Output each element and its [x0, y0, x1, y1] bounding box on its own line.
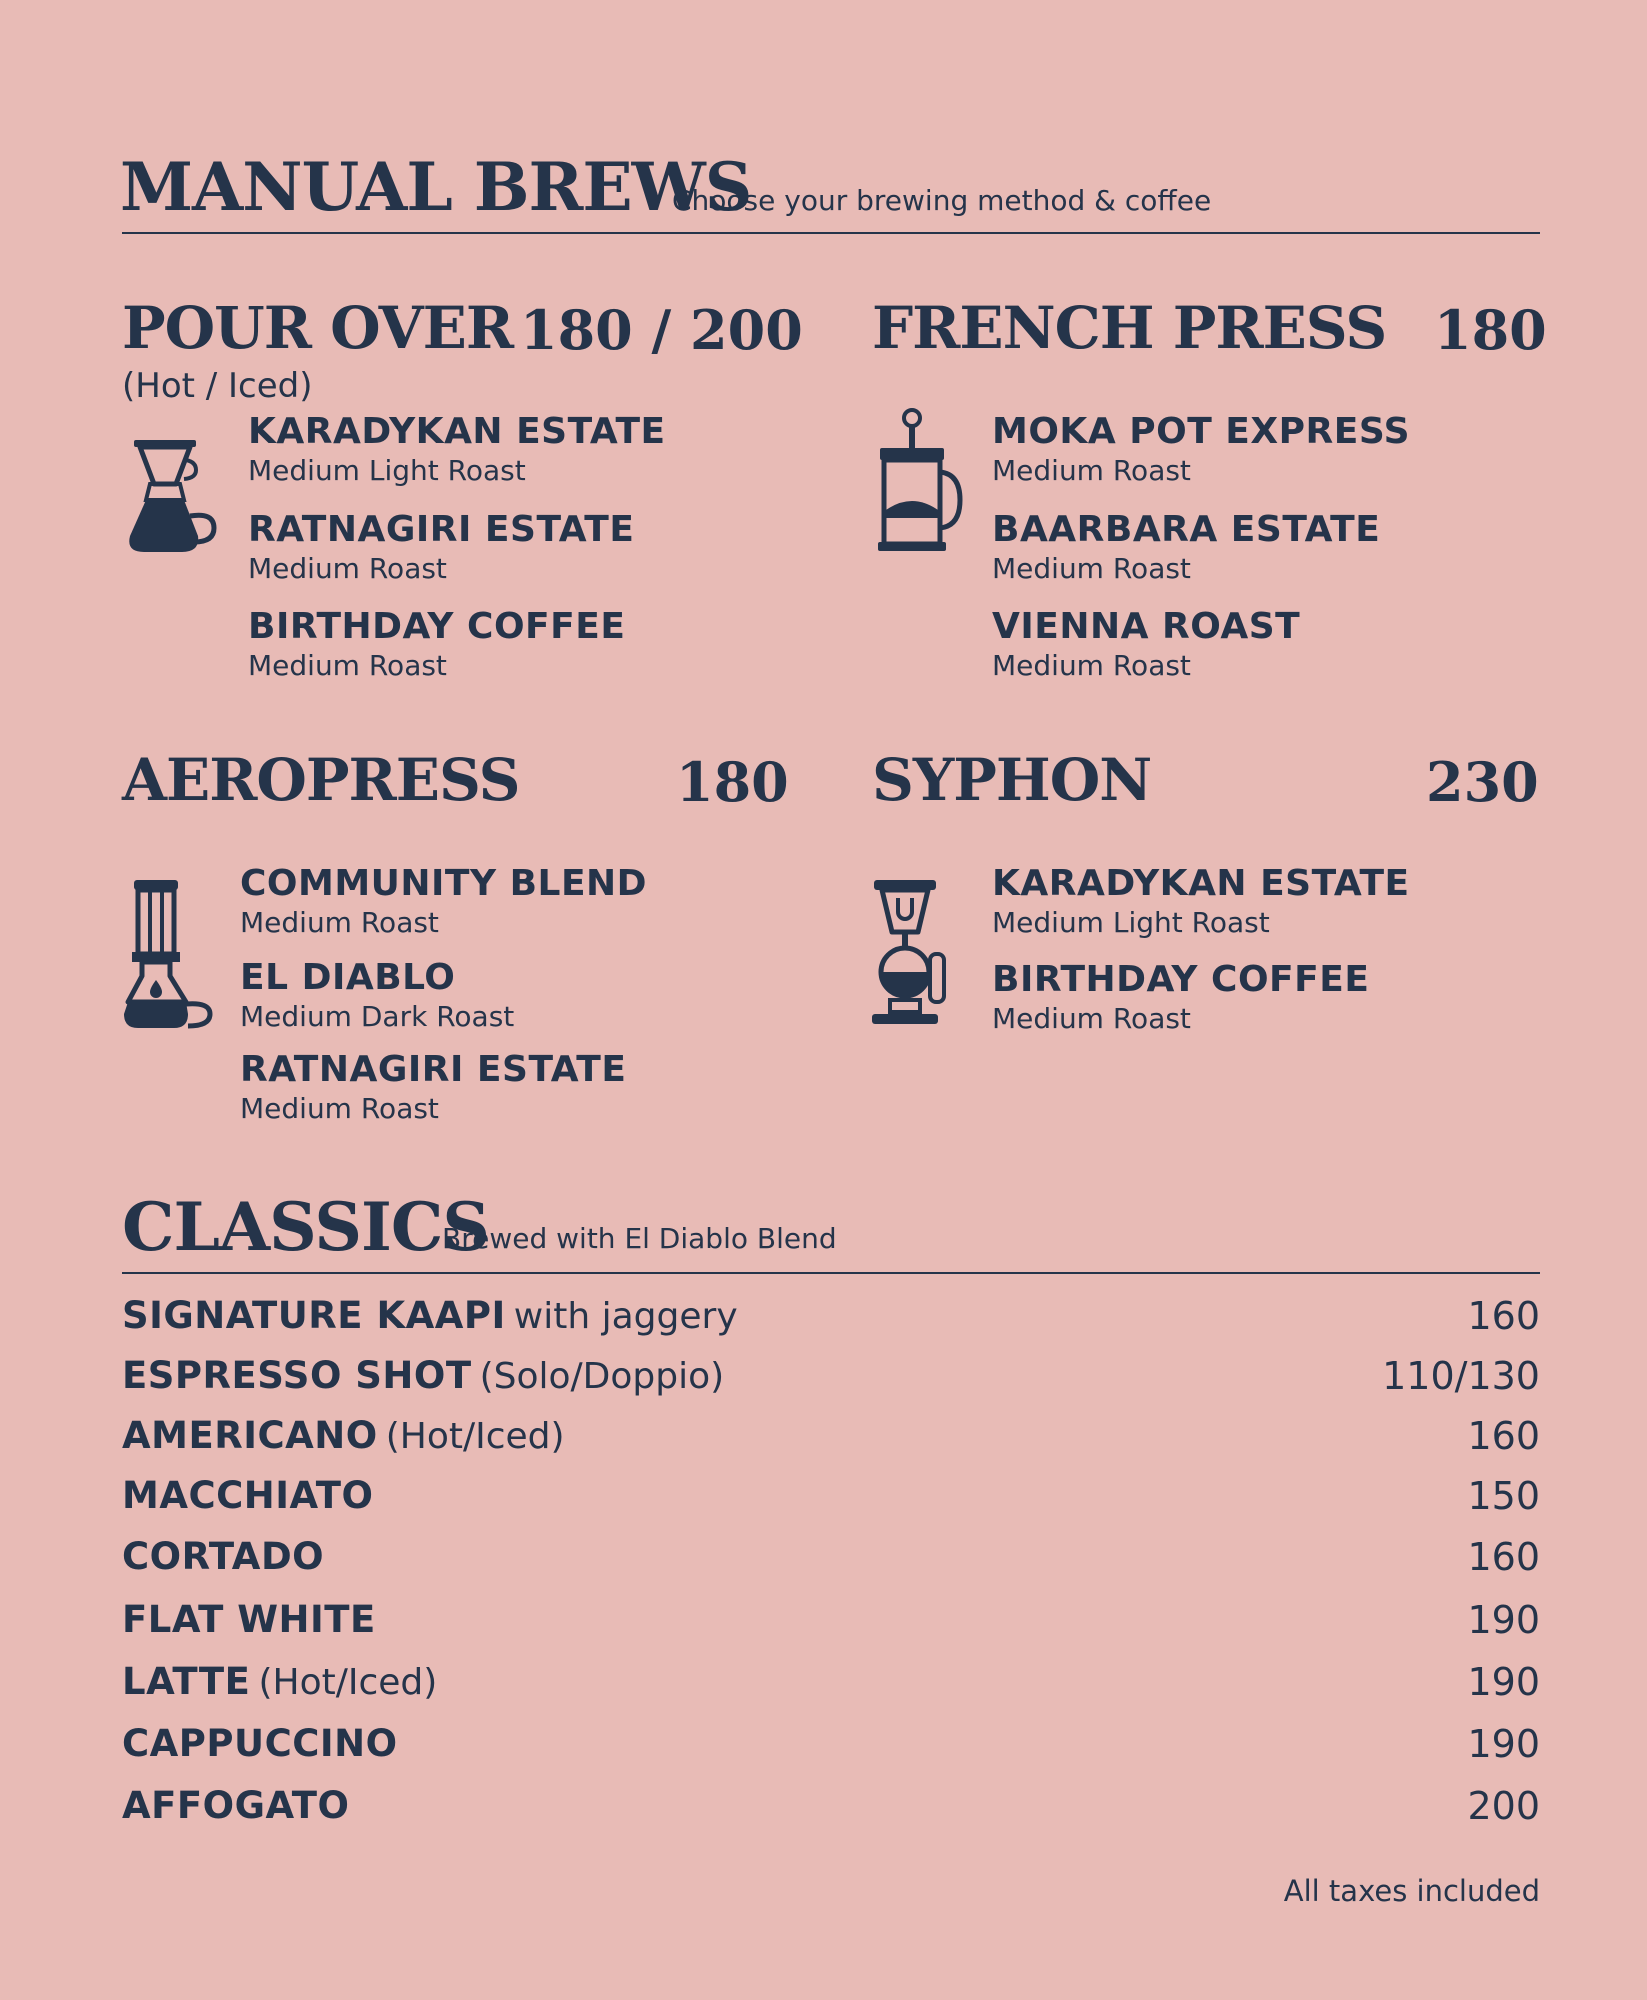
- pour-over-item: [248, 605, 625, 683]
- coffee-name: RATNAGIRI ESTATE: [248, 509, 635, 550]
- french-press-icon: [874, 406, 964, 558]
- syphon-icon: [870, 876, 956, 1032]
- drink-name: ESPRESSO SHOT: [122, 1354, 472, 1397]
- classics-row: [122, 1474, 1540, 1522]
- coffee-name: RATNAGIRI ESTATE: [240, 1049, 627, 1090]
- coffee-name: MOKA POT EXPRESS: [992, 411, 1411, 452]
- coffee-name: VIENNA ROAST: [992, 606, 1301, 647]
- roast-level: Medium Roast: [992, 454, 1191, 487]
- drink-extra: (Hot/Iced): [258, 1662, 438, 1703]
- classics-row: [122, 1294, 1540, 1342]
- roast-level: Medium Roast: [240, 1092, 439, 1125]
- drink-extra: (Solo/Doppio): [479, 1356, 725, 1397]
- manual-brews-title: MANUAL BREWS: [120, 148, 752, 226]
- drink-price: 160: [1467, 1294, 1540, 1338]
- manual-brews-subtitle: Choose your brewing method & coffee: [672, 184, 1212, 217]
- aeropress-item: [240, 1048, 626, 1126]
- classics-row: [122, 1784, 1540, 1832]
- drink-name: CAPPUCCINO: [122, 1722, 398, 1765]
- french-press-price: 180: [1434, 298, 1547, 362]
- drink-price: 160: [1467, 1414, 1540, 1458]
- aeropress-heading: AEROPRESS: [122, 746, 520, 814]
- taxes-note: All taxes included: [1283, 1874, 1540, 1908]
- classics-title: CLASSICS: [122, 1188, 490, 1266]
- french-press-heading: FRENCH PRESS: [872, 294, 1387, 362]
- aeropress-icon: [122, 876, 214, 1032]
- drink-name: FLAT WHITE: [122, 1598, 376, 1641]
- classics-divider: [122, 1272, 1540, 1274]
- drink-name: MACCHIATO: [122, 1474, 374, 1517]
- aeropress-price: 180: [676, 750, 789, 814]
- classics-subtitle: Brewed with El Diablo Blend: [442, 1222, 837, 1255]
- syphon-price: 230: [1426, 750, 1539, 814]
- coffee-name: BIRTHDAY COFFEE: [248, 606, 626, 647]
- classics-row: [122, 1354, 1540, 1402]
- classics-row: [122, 1414, 1540, 1462]
- coffee-name: BIRTHDAY COFFEE: [992, 959, 1370, 1000]
- pour-over-item: [248, 410, 666, 488]
- coffee-name: KARADYKAN ESTATE: [248, 411, 666, 452]
- pour-over-heading: POUR OVER: [122, 294, 514, 362]
- drink-name: SIGNATURE KAAPI: [122, 1294, 506, 1337]
- roast-level: Medium Dark Roast: [240, 1000, 515, 1033]
- pour-over-note: (Hot / Iced): [122, 366, 313, 406]
- coffee-name: COMMUNITY BLEND: [240, 863, 648, 904]
- drink-price: 190: [1467, 1598, 1540, 1642]
- classics-row: [122, 1535, 1540, 1583]
- drink-extra: with jaggery: [513, 1296, 738, 1337]
- drink-price: 110/130: [1382, 1354, 1540, 1398]
- roast-level: Medium Light Roast: [248, 454, 526, 487]
- roast-level: Medium Roast: [240, 906, 439, 939]
- drink-price: 200: [1467, 1784, 1540, 1828]
- coffee-name: EL DIABLO: [240, 957, 456, 998]
- roast-level: Medium Roast: [992, 649, 1191, 682]
- pour-over-price: 180 / 200: [520, 298, 803, 362]
- french-press-item: [992, 508, 1380, 586]
- coffee-name: BAARBARA ESTATE: [992, 509, 1381, 550]
- drink-name: AFFOGATO: [122, 1784, 350, 1827]
- drink-extra: (Hot/Iced): [385, 1416, 565, 1457]
- classics-row: [122, 1722, 1540, 1770]
- roast-level: Medium Roast: [992, 552, 1191, 585]
- syphon-item: [992, 958, 1369, 1036]
- classics-row: [122, 1598, 1540, 1646]
- drink-price: 160: [1467, 1535, 1540, 1579]
- pour-over-icon: [120, 438, 232, 558]
- roast-level: Medium Roast: [248, 649, 447, 682]
- drink-name: CORTADO: [122, 1535, 325, 1578]
- manual-brews-divider: [122, 232, 1540, 234]
- roast-level: Medium Light Roast: [992, 906, 1270, 939]
- roast-level: Medium Roast: [992, 1002, 1191, 1035]
- drink-price: 190: [1467, 1660, 1540, 1704]
- classics-row: [122, 1660, 1540, 1708]
- french-press-item: [992, 410, 1410, 488]
- drink-price: 150: [1467, 1474, 1540, 1518]
- french-press-item: [992, 605, 1300, 683]
- aeropress-item: [240, 956, 514, 1034]
- drink-name: LATTE: [122, 1660, 251, 1703]
- coffee-name: KARADYKAN ESTATE: [992, 863, 1410, 904]
- syphon-heading: SYPHON: [872, 746, 1152, 814]
- drink-price: 190: [1467, 1722, 1540, 1766]
- roast-level: Medium Roast: [248, 552, 447, 585]
- aeropress-item: [240, 862, 647, 940]
- syphon-item: [992, 862, 1410, 940]
- drink-name: AMERICANO: [122, 1414, 378, 1457]
- pour-over-item: [248, 508, 634, 586]
